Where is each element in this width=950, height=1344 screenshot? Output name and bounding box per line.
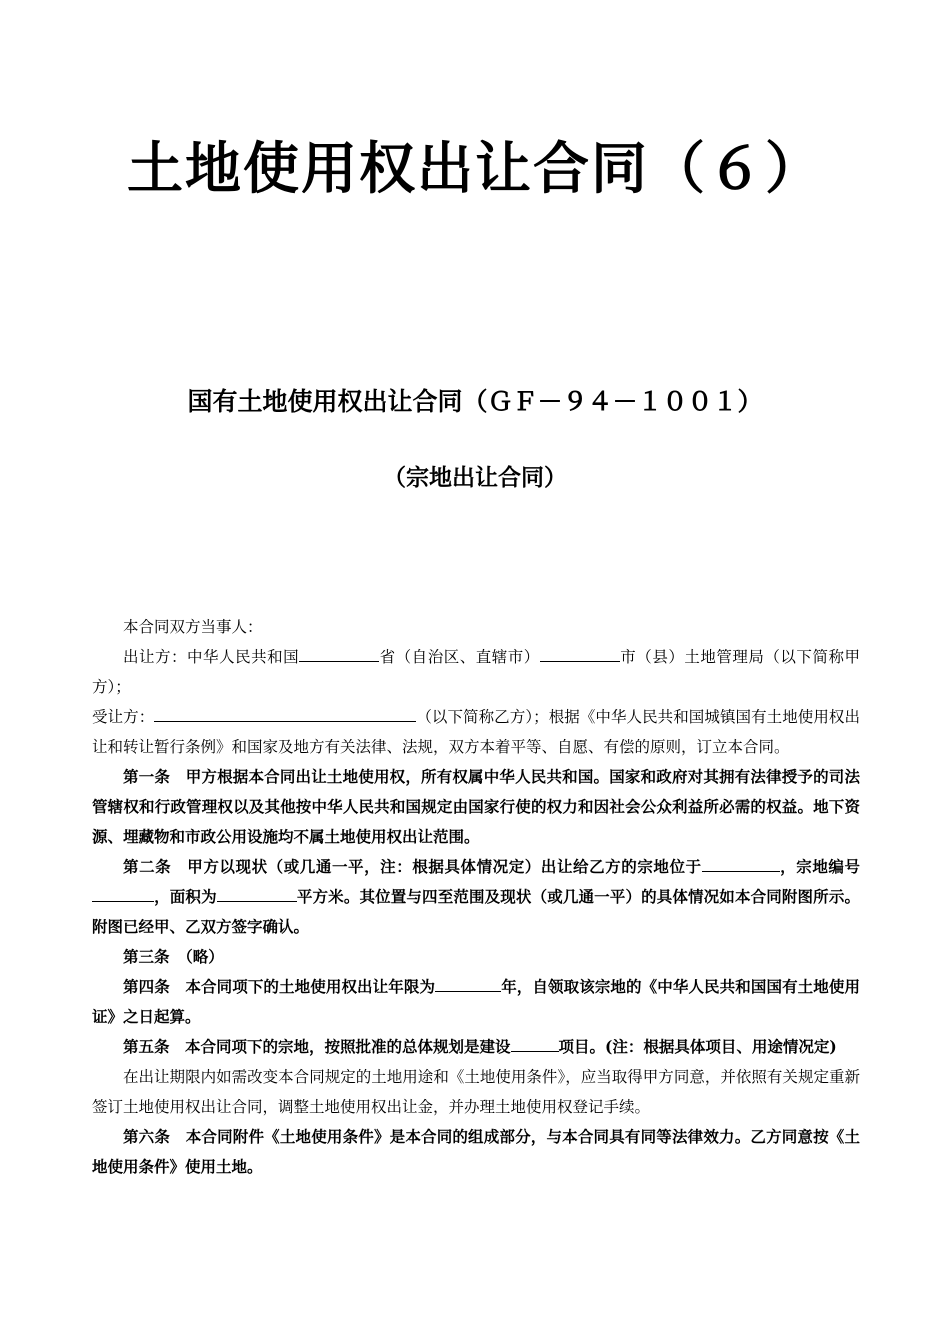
article-4: 第四条 本合同项下的土地使用权出让年限为 年，自领取该宗地的《中华人民共和国国有土地使用证》之日起算。 [92, 972, 860, 1032]
parties-intro: 本合同双方当事人： [123, 618, 263, 636]
document-subtitle-secondary: （宗地出让合同） [383, 464, 567, 491]
province-blank [299, 643, 379, 662]
term-years-blank [435, 973, 501, 992]
contract-body [92, 612, 860, 1182]
article-5-note: 在出让期限内如需改变本合同规定的土地用途和《土地使用条件》，应当取得甲方同意，并依照有关规定重新签订土地使用权出让合同，调整土地使用权出让金，并办理土地使用权登记手续。 [92, 1068, 860, 1116]
grantee-clause: 受让方： （以下简称乙方）；根据《中华人民共和国城镇国有土地使用权出让和转让暂行条例》和国家及地方有关法律、法规，双方本着平等、自愿、有偿的原则，订立本合同。 [92, 702, 860, 762]
article-1: 第一条 甲方根据本合同出让土地使用权，所有权属中华人民共和国。国家和政府对其拥有法律授予的司法管辖权和行政管理权以及其他按中华人民共和国规定由国家行使的权力和因社会公众利益所必需的权益。地下资源、埋藏物和市政公用设施均不属土地使用权出让范围。 [92, 767, 860, 846]
parcel-number-blank [92, 883, 154, 902]
grantee-blank [154, 703, 416, 722]
article-6: 第六条 本合同附件《土地使用条件》是本合同的组成部分，与本合同具有同等法律效力。乙方同意按《土地使用条件》使用土地。 [92, 1127, 860, 1176]
document-subtitle: 国有土地使用权出让合同（ＧＦ－９４－１００１） [187, 387, 763, 416]
grantor-clause: 出让方：中华人民共和国 省（自治区、直辖市） 市（县）土地管理局（以下简称甲方）； [92, 642, 860, 702]
article-5: 第五条 本合同项下的宗地，按照批准的总体规划是建设 项目。(注：根据具体项目、用途情况定) [92, 1032, 860, 1062]
article-2: 第二条 甲方以现状（或几通一平，注：根据具体情况定）出让给乙方的宗地位于 ，宗地编号，面积为 平方米。其位置与四至范围及现状（或几通一平）的具体情况如本合同附图所示。附图已经甲、乙双方签字确认。 [92, 852, 860, 942]
city-blank [540, 643, 620, 662]
site-location-blank [702, 853, 780, 872]
project-blank [511, 1033, 559, 1052]
area-blank [217, 883, 297, 902]
article-3: 第三条 （略） [123, 947, 224, 966]
document-title: 土地使用权出让合同（６） [127, 137, 823, 202]
